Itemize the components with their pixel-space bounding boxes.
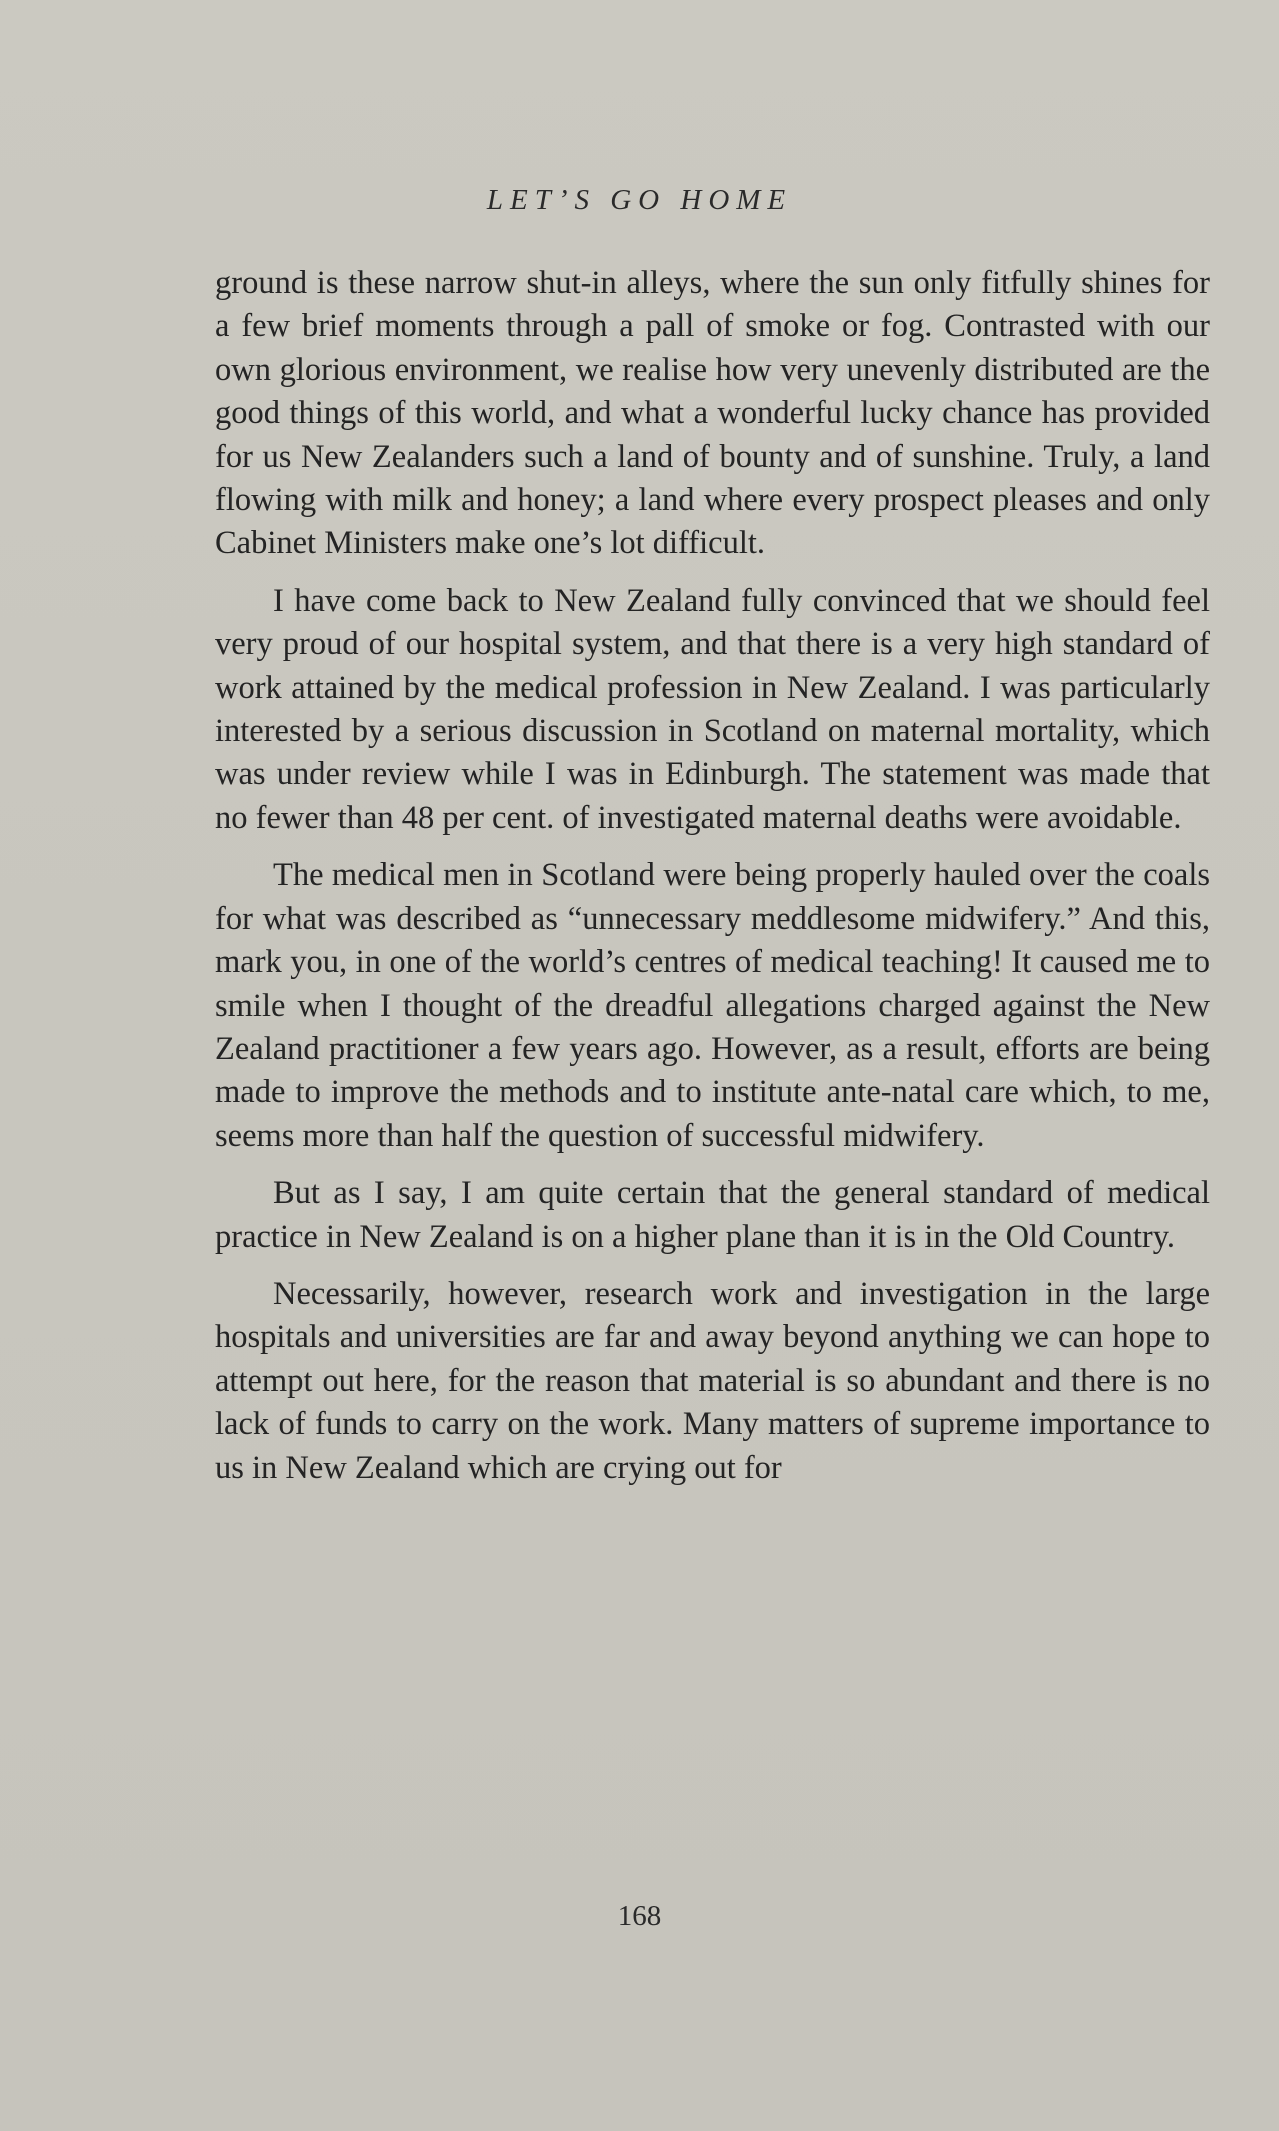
paragraph-research-work: Necessarily, however, research work and investigation in the large hospitals and universities are far and away beyond anything we can hope to attempt out here, for the reason that material is so abundant and there is no lack of funds to carry on the work. Many matters of supreme importance to us in New Zealand which are crying out for (215, 1275, 1210, 1486)
paragraph-hospital-system: I have come back to New Zealand fully convinced that we should feel very proud of our hospital system, and that there is a very high standard of work attained by the medical profession in New Zealand. I was particularly interested by a serious discussion in Scotland on maternal mortality, which was under review while I was in Edinburgh. The statement was made that no fewer than 48 per cent. of investigated maternal deaths were avoidable. (215, 582, 1210, 836)
paragraph-continuation: ground is these narrow shut-in alleys, where the sun only fitfully shines for a few brief moments through a pall of smoke or fog. Contrasted with our own glorious environment, we realise how very unevenly distributed are the good things of this world, and what a wonderful lucky chance has provided for us New Zealanders such a land of bounty and of sunshine. Truly, a land flowing with milk and honey; a land where every prospect pleases and only Cabinet Ministers make one’s lot difficult. (215, 265, 1210, 562)
body-text (215, 262, 1210, 1504)
page-number: 168 (617, 1900, 662, 1932)
running-head: LET’S GO HOME (486, 184, 793, 216)
paragraph-scotland-midwifery: The medical men in Scotland were being properly hauled over the coals for what was described as “unnecessary meddlesome midwifery.” And this, mark you, in one of the world’s centres of medical teaching! It caused me to smile when I thought of the dreadful allegations charged against the New Zealand practitioner a few years ago. However, as a result, efforts are being made to improve the methods and to institute ante-natal care which, to me, seems more than half the question of successful midwifery. (215, 857, 1210, 1154)
paragraph-standard-of-practice: But as I say, I am quite certain that the general standard of medical practice in New Zealand is on a higher plane than it is in the Old Country. (215, 1175, 1210, 1255)
